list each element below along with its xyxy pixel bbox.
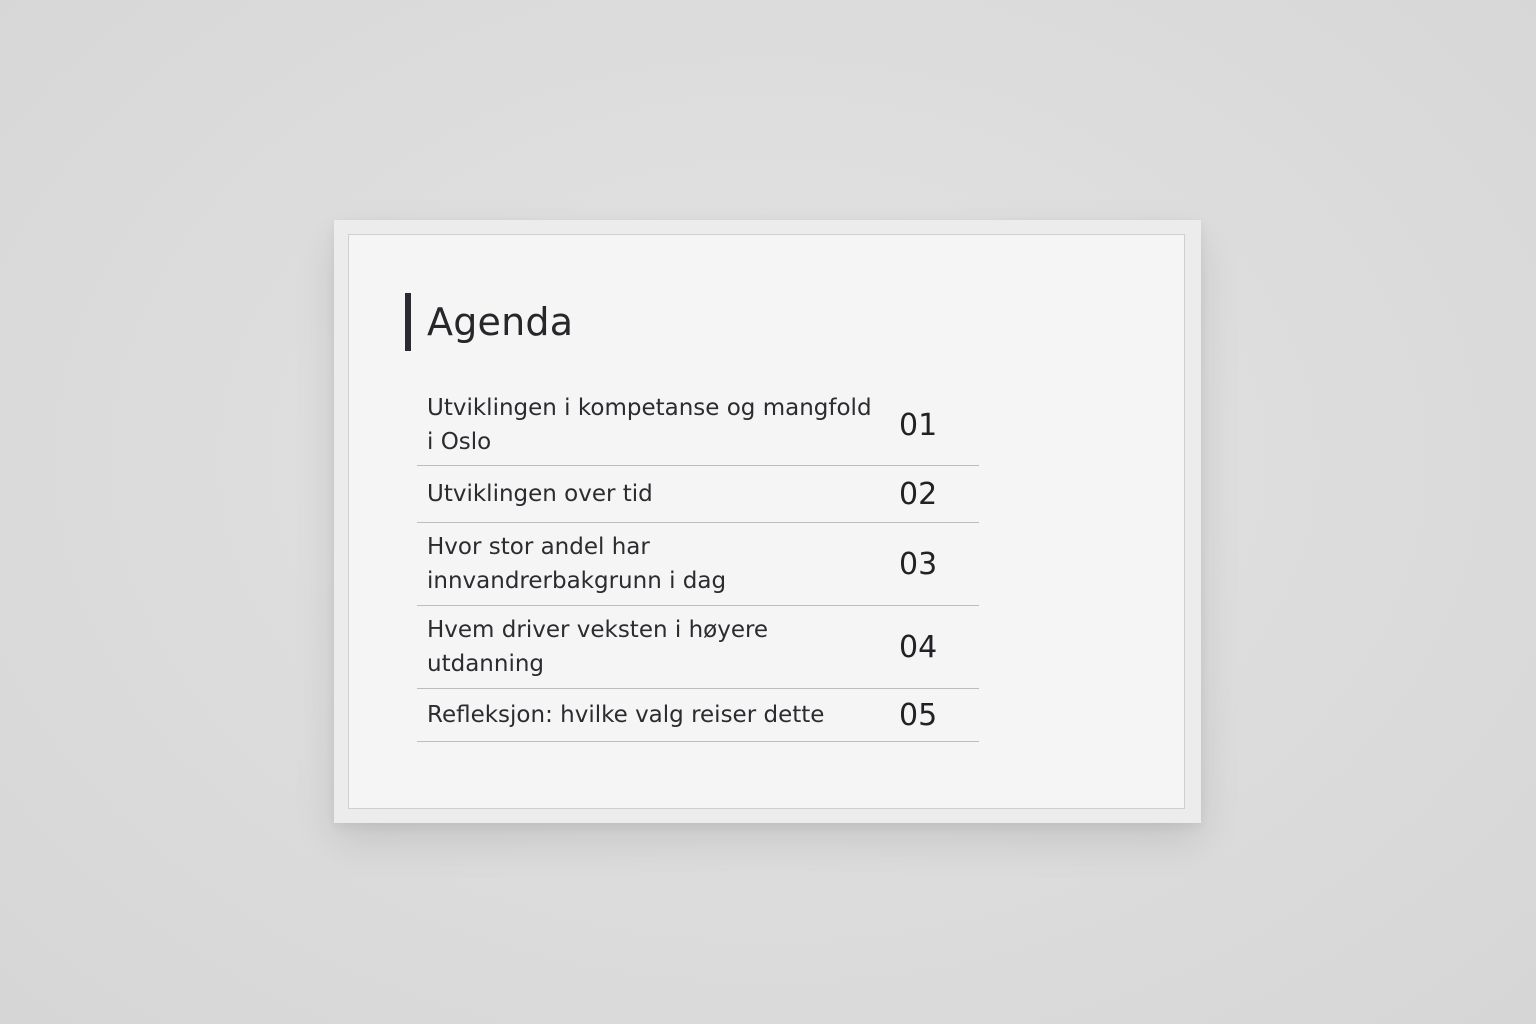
agenda-item-number: 03 xyxy=(899,546,938,582)
agenda-item-4 xyxy=(417,606,979,689)
agenda-item-number: 05 xyxy=(899,697,938,733)
agenda-item-text: Hvem driver veksten i høyere utdanning xyxy=(427,617,769,677)
slide xyxy=(348,234,1185,809)
agenda-item-text: Hvor stor andel har innvandrerbakgrunn i dag xyxy=(427,534,727,594)
slide-title: Agenda xyxy=(427,300,574,344)
agenda-item-number: 01 xyxy=(899,407,938,443)
agenda-item-1 xyxy=(417,383,979,466)
agenda-item-number: 02 xyxy=(899,476,938,512)
agenda-item-5 xyxy=(417,689,979,742)
agenda-item-text: Refleksjon: hvilke valg reiser dette xyxy=(427,702,825,728)
agenda-item-text: Utviklingen i kompetanse og mangfold i Oslo xyxy=(427,395,872,455)
slide-frame xyxy=(334,220,1201,823)
agenda-item-3 xyxy=(417,523,979,606)
title-accent-bar xyxy=(405,293,411,351)
agenda-item-2 xyxy=(417,466,979,523)
agenda-list xyxy=(417,383,979,742)
agenda-item-text: Utviklingen over tid xyxy=(427,481,653,507)
agenda-item-number: 04 xyxy=(899,629,938,665)
title-row xyxy=(405,293,573,351)
